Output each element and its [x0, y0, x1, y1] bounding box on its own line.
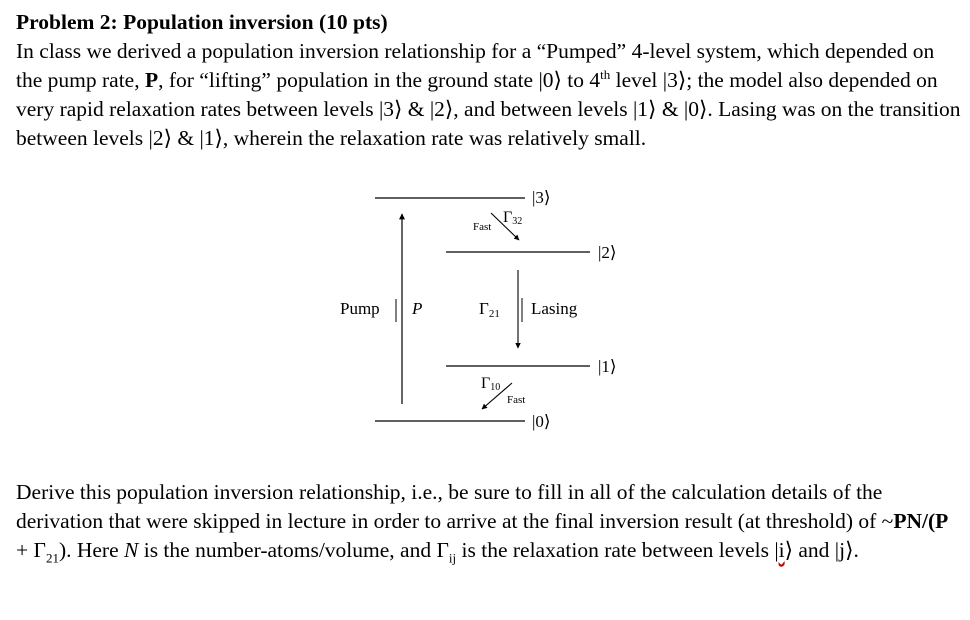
- level-1-label: |1⟩: [598, 357, 617, 376]
- pump-rate-symbol: P: [144, 68, 159, 92]
- level-0-label: |0⟩: [532, 412, 551, 431]
- lasing-label: Lasing: [531, 299, 578, 318]
- gamma-ij-subscript: ij: [448, 550, 457, 566]
- gamma-21-label: Γ21: [479, 299, 500, 320]
- result-numerator: PN: [893, 509, 922, 533]
- gamma-32-label: Γ32: [503, 209, 523, 227]
- fast-label-lower: Fast: [507, 394, 526, 406]
- problem-question: [16, 478, 961, 565]
- intro-text-1: In class we derived a population inversion relationship for a “Pumped” 4-level system, which depended on the pump rate,: [16, 39, 935, 92]
- question-text-4: is the relaxation rate between levels |: [456, 538, 779, 562]
- gamma-10-label: Γ10: [481, 375, 501, 393]
- level-i-letter: i: [778, 538, 785, 562]
- pump-symbol: P: [412, 299, 423, 318]
- result-slash: /: [921, 509, 928, 533]
- result-plus-gamma: + Γ: [16, 538, 46, 562]
- level-2-label: |2⟩: [598, 243, 617, 262]
- intro-text-3: level |3⟩; the model also depended on very rapid relaxation rates between levels |3⟩ & |2⟩, and between levels |1⟩ & |0⟩. Lasing was on the transition between levels |2⟩ & |1⟩, wherein the relaxation rate was relatively small.: [16, 68, 961, 150]
- fast-label-upper: Fast: [473, 221, 492, 233]
- result-paren: (: [927, 509, 936, 533]
- superscript-th: th: [600, 66, 611, 82]
- pump-label: Pump: [340, 299, 380, 318]
- question-text-1: Derive this population inversion relationship, i.e., be sure to fill in all of the calculation details of the derivation that were skipped in lecture in order to arrive at the final inversion result (at threshold) of ~: [16, 480, 894, 533]
- question-text-3: is the number-atoms/volume, and Γ: [138, 538, 449, 562]
- result-pump-symbol: P: [935, 509, 949, 533]
- question-text-2: ). Here: [58, 538, 124, 562]
- question-text-5: ⟩ and |j⟩.: [784, 538, 859, 562]
- problem-title: Problem 2: Population inversion (10 pts): [16, 10, 388, 34]
- result-gamma-subscript: 21: [45, 550, 59, 566]
- intro-text-2: , for “lifting” population in the ground state |0⟩ to 4: [158, 68, 601, 92]
- number-density-symbol: N: [124, 538, 139, 562]
- level-3-label: |3⟩: [532, 188, 551, 207]
